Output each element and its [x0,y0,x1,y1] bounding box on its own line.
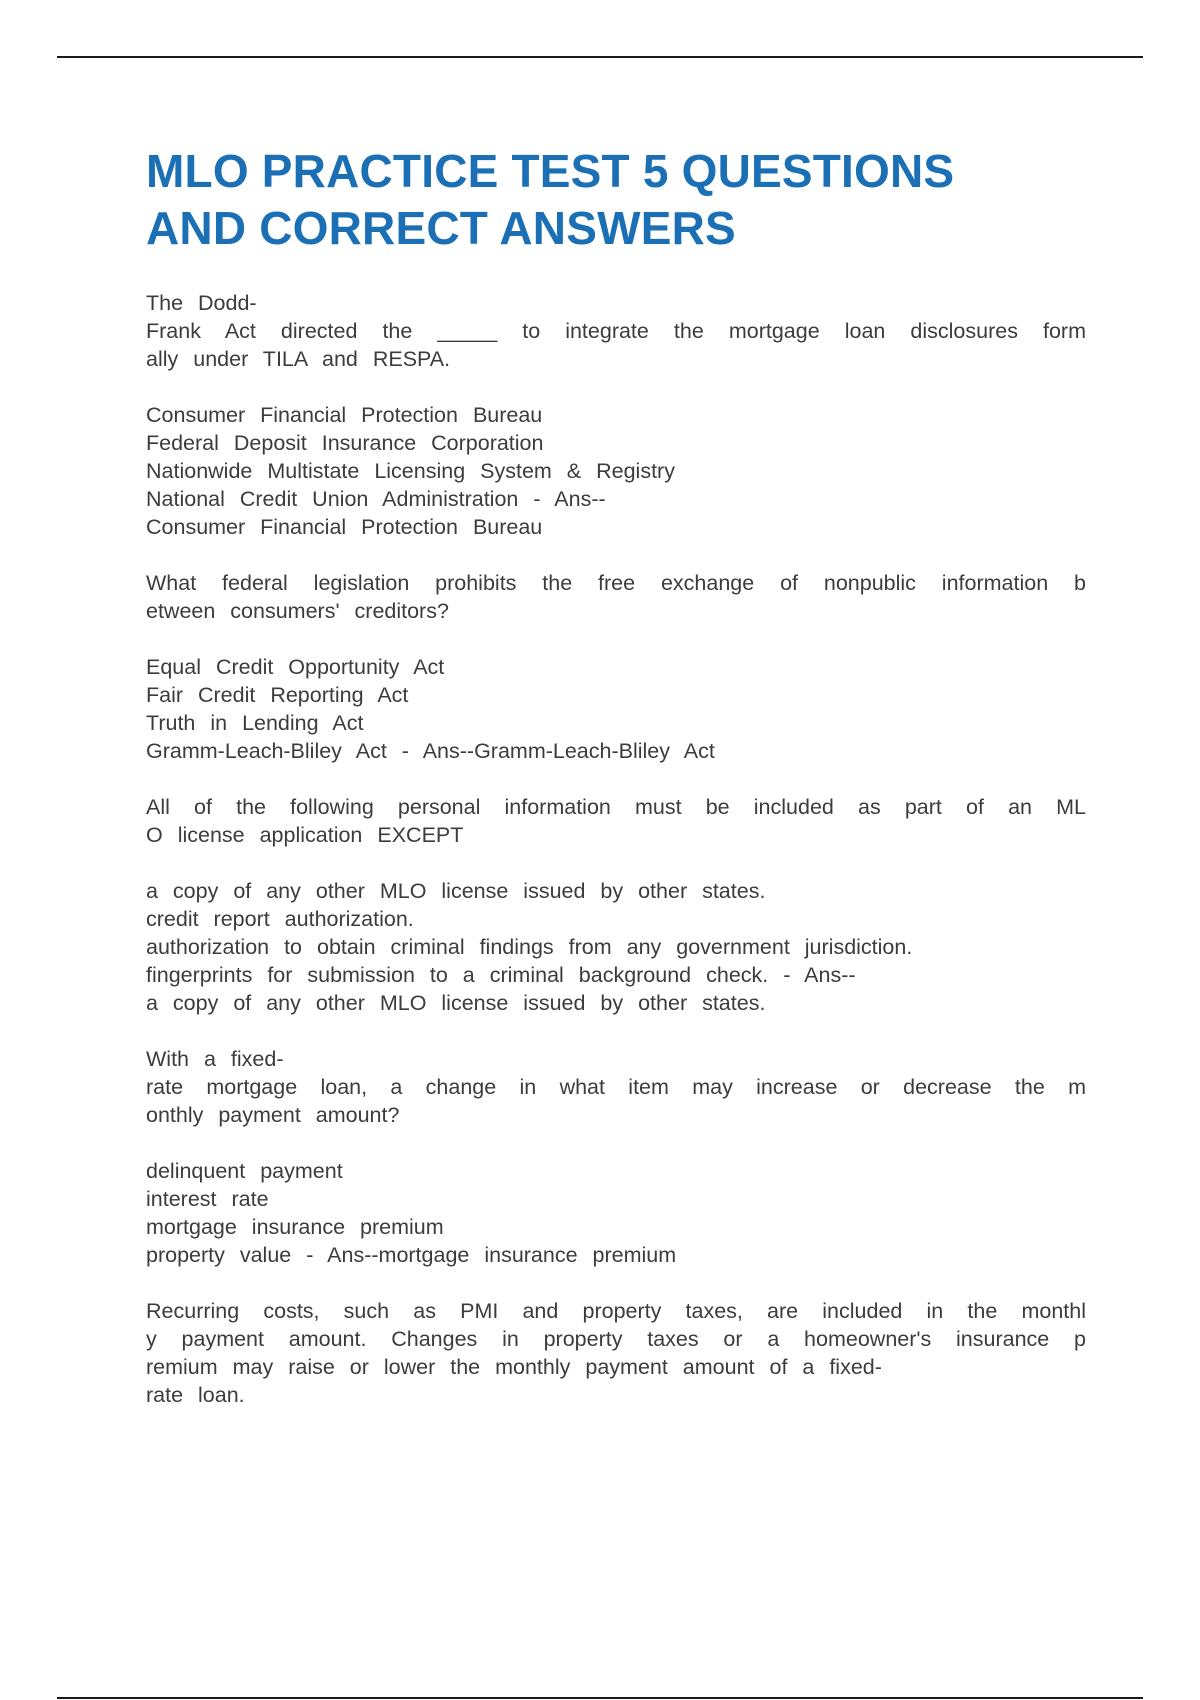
option-line: National Credit Union Administration - Ans-- [146,487,606,511]
header-rule [57,56,1143,58]
question-line: Frank Act directed the _____ to integrate the mortgage loan disclosures form [146,319,1086,343]
option-line: Federal Deposit Insurance Corporation [146,431,544,455]
question-line: rate mortgage loan, a change in what item may increase or decrease the m [146,1075,1086,1099]
explanation-line: y payment amount. Changes in property taxes or a homeowner's insurance p [146,1327,1086,1351]
question-line: ally under TILA and RESPA. [146,347,451,371]
options-block-1 [146,401,1086,541]
option-line: mortgage insurance premium [146,1215,444,1239]
explanation-block [146,1297,1086,1409]
question-line: etween consumers' creditors? [146,599,449,623]
option-line: authorization to obtain criminal findings from any government jurisdiction. [146,935,913,959]
question-line: The Dodd- [146,291,257,315]
question-block-3 [146,793,1086,849]
answer-line: property value - Ans--mortgage insurance premium [146,1243,677,1267]
document-title [146,143,1086,257]
option-line: a copy of any other MLO license issued by other states. [146,879,766,903]
option-line: Truth in Lending Act [146,711,364,735]
answer-line: Gramm-Leach-Bliley Act - Ans--Gramm-Leach-Bliley Act [146,739,715,763]
question-line: What federal legislation prohibits the free exchange of nonpublic information b [146,571,1086,595]
title-line-2: AND CORRECT ANSWERS [146,202,736,254]
document-body [146,143,1086,1409]
question-line: O license application EXCEPT [146,823,464,847]
answer-line: a copy of any other MLO license issued by other states. [146,991,766,1015]
answer-line: Consumer Financial Protection Bureau [146,515,543,539]
option-line: credit report authorization. [146,907,414,931]
options-block-2 [146,653,1086,765]
question-line: All of the following personal information must be included as part of an ML [146,795,1086,819]
option-line: fingerprints for submission to a criminal background check. - Ans-- [146,963,856,987]
question-block-4 [146,1045,1086,1129]
option-line: Nationwide Multistate Licensing System & Registry [146,459,675,483]
option-line: delinquent payment [146,1159,343,1183]
footer-rule [57,1697,1143,1699]
option-line: Equal Credit Opportunity Act [146,655,445,679]
title-line-1: MLO PRACTICE TEST 5 QUESTIONS [146,145,955,197]
question-line: With a fixed- [146,1047,284,1071]
explanation-line: remium may raise or lower the monthly payment amount of a fixed- [146,1355,882,1379]
option-line: Fair Credit Reporting Act [146,683,409,707]
explanation-line: rate loan. [146,1383,245,1407]
option-line: Consumer Financial Protection Bureau [146,403,543,427]
options-block-3 [146,877,1086,1017]
option-line: interest rate [146,1187,269,1211]
options-block-4 [146,1157,1086,1269]
question-block-1 [146,289,1086,373]
question-line: onthly payment amount? [146,1103,400,1127]
explanation-line: Recurring costs, such as PMI and property taxes, are included in the monthl [146,1299,1086,1323]
question-block-2 [146,569,1086,625]
